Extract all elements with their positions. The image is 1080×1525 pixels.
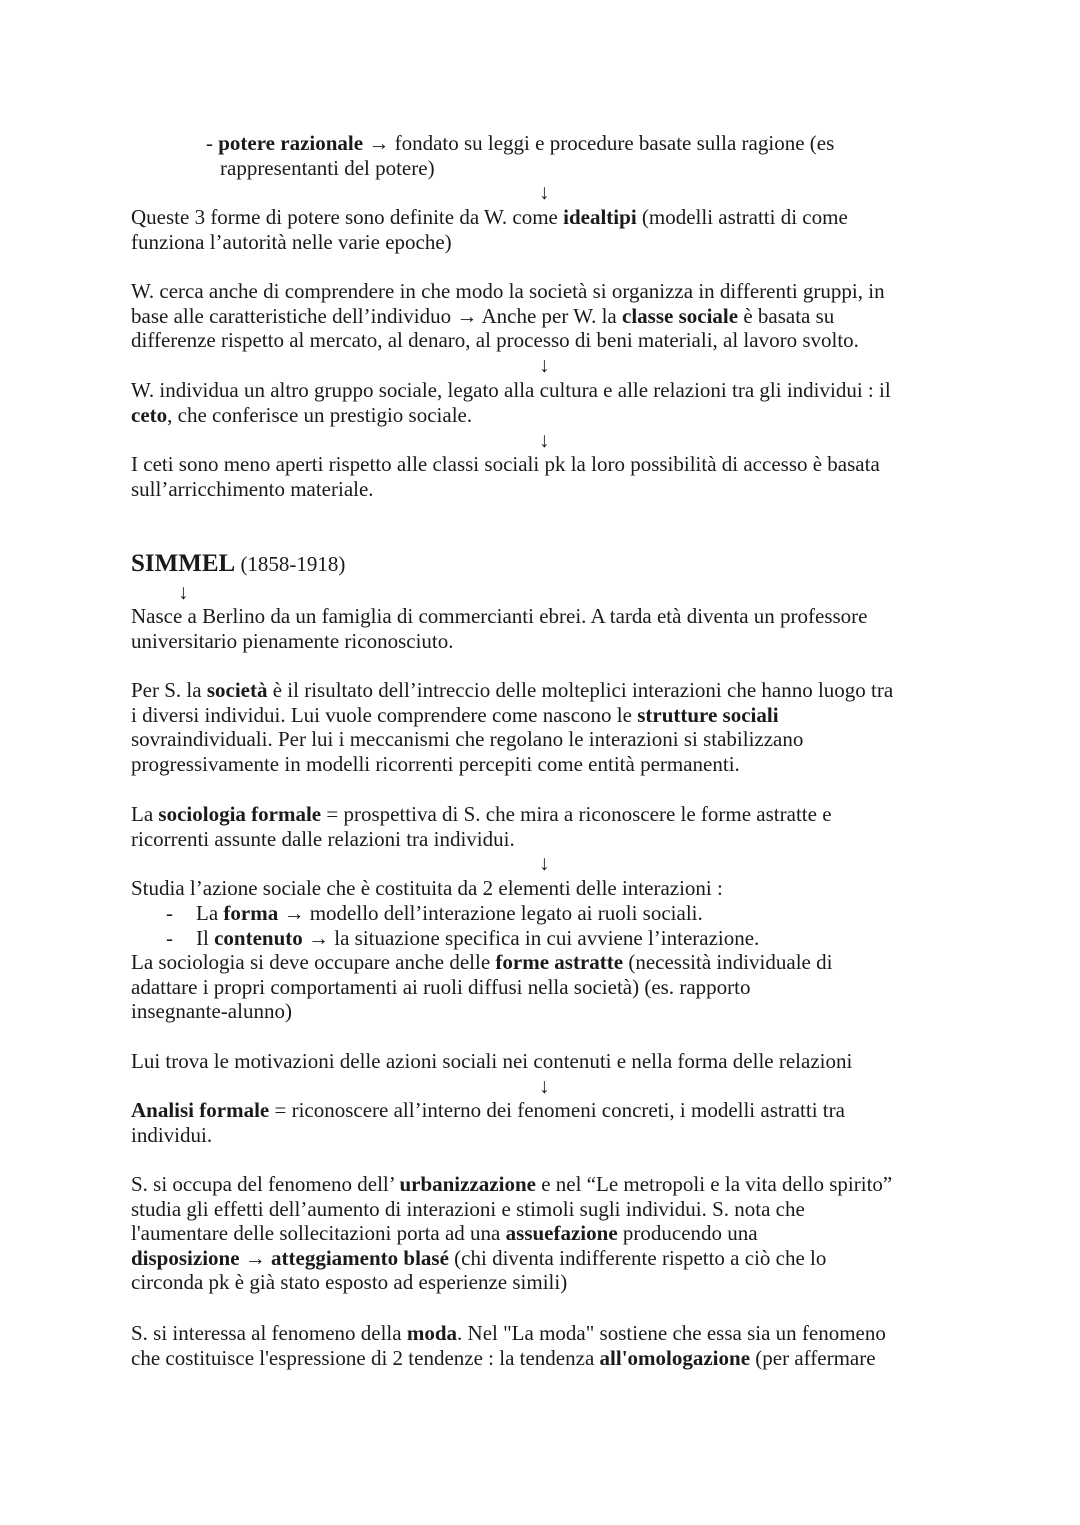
down-arrow-icon: ↓ bbox=[539, 353, 550, 377]
society-term: società bbox=[206, 678, 268, 702]
formal-sociology-term: sociologia formale bbox=[158, 802, 322, 826]
urbanization-term: urbanizzazione bbox=[399, 1172, 536, 1196]
habituation-term: assuefazione bbox=[505, 1221, 618, 1246]
ceti-paragraph: I ceti sono meno aperti rispetto alle classi sociali pk la loro possibilità di accesso è basata sull’arricchimento materiale. bbox=[131, 452, 880, 501]
simmel-heading bbox=[131, 552, 1031, 577]
social-action-paragraph: Studia l’azione sociale che è costituita da 2 elementi delle interazioni : bbox=[131, 876, 723, 900]
abstract-forms-paragraph: La sociologia si deve occupare anche delle forme astratte (necessità individuale di adattare i propri comportamenti ai ruoli diffusi nella società) (es. rapporto insegnante-alunno) bbox=[131, 950, 833, 1024]
content-term: contenuto bbox=[214, 926, 303, 950]
urbanization-paragraph: S. si occupa del fenomeno dell’ urbanizzazione e nel “Le metropoli e la vita dello spirito” studia gli effetti dell’aumento di interazioni e stimoli sugli individui. S. nota che l'aumentare delle sollecitazioni porta ad una assuefazione producendo una disposizione → atteggiamento blasé (chi diventa indifferente rispetto a ciò che lo circonda pk è già stato esposto ad esperienze simili) bbox=[131, 1172, 893, 1295]
abstract-forms-term: forme astratte bbox=[495, 950, 624, 974]
idealtypes-paragraph: Queste 3 forme di potere sono definite da W. come idealtipi (modelli astratti di come funziona l’autorità nelle varie epoche) bbox=[131, 205, 848, 254]
homologation-term: all'omologazione bbox=[599, 1345, 751, 1370]
rational-power-item: - potere razionale → fondato su leggi e procedure basate sulla ragione (es rappresentanti del potere) bbox=[206, 131, 835, 180]
down-arrow-icon: ↓ bbox=[178, 580, 189, 604]
simmel-title: SIMMEL bbox=[131, 550, 236, 577]
formal-analysis-paragraph: Analisi formale = riconoscere all’interno dei fenomeni concreti, i modelli astratti tra individui. bbox=[131, 1098, 845, 1147]
social-structures-term: strutture sociali bbox=[637, 702, 779, 727]
ceto-term: ceto bbox=[131, 402, 168, 427]
form-list-item: - La forma → modello dell’interazione legato ai ruoli sociali. bbox=[166, 901, 703, 925]
fashion-paragraph: S. si interessa al fenomeno della moda. Nel "La moda" sostiene che essa sia un fenomeno che costituisce l'espressione di 2 tendenze : la tendenza all'omologazione (per affermare bbox=[131, 1321, 886, 1370]
disposition-term: disposizione bbox=[131, 1245, 240, 1270]
idealtypes-term: idealtipi bbox=[563, 205, 637, 229]
fashion-term: moda bbox=[406, 1321, 458, 1345]
society-paragraph: Per S. la società è il risultato dell’intreccio delle molteplici interazioni che hanno luogo tra i diversi individui. Lui vuole comprendere come nascono le strutture sociali sovraindividuali. Per lui i meccanismi che regolano le interazioni si stabilizzano progressivamente in modelli ricorrenti percepiti come entità permanenti. bbox=[131, 678, 894, 776]
content-list-item: - Il contenuto → la situazione specifica in cui avviene l’interazione. bbox=[166, 926, 760, 950]
blase-attitude-term: atteggiamento blasé bbox=[271, 1245, 449, 1270]
bio-paragraph: Nasce a Berlino da un famiglia di commercianti ebrei. A tarda età diventa un professore universitario pienamente riconosciuto. bbox=[131, 604, 868, 653]
formal-sociology-paragraph: La sociologia formale = prospettiva di S. che mira a riconoscere le forme astratte e ricorrenti assunte dalle relazioni tra individui. bbox=[131, 802, 832, 851]
form-term: forma bbox=[223, 901, 279, 925]
motivation-paragraph: Lui trova le motivazioni delle azioni sociali nei contenuti e nella forma delle relazioni bbox=[131, 1049, 853, 1073]
down-arrow-icon: ↓ bbox=[539, 1074, 550, 1098]
down-arrow-icon: ↓ bbox=[539, 851, 550, 875]
ceto-paragraph: W. individua un altro gruppo sociale, legato alla cultura e alle relazioni tra gli individui : il ceto, che conferisce un prestigio sociale. bbox=[131, 378, 891, 427]
down-arrow-icon: ↓ bbox=[539, 180, 550, 204]
down-arrow-icon: ↓ bbox=[539, 428, 550, 452]
formal-analysis-term: Analisi formale bbox=[131, 1098, 270, 1122]
rational-power-term: potere razionale bbox=[218, 131, 364, 155]
simmel-years: (1858-1918) bbox=[235, 552, 346, 576]
social-class-paragraph: W. cerca anche di comprendere in che modo la società si organizza in differenti gruppi, in base alle caratteristiche dell’individuo → Anche per W. la classe sociale è basata su differenze rispetto al mercato, al denaro, al processo di beni materiali, al lavoro svolto. bbox=[131, 279, 885, 353]
social-class-term: classe sociale bbox=[622, 303, 739, 328]
